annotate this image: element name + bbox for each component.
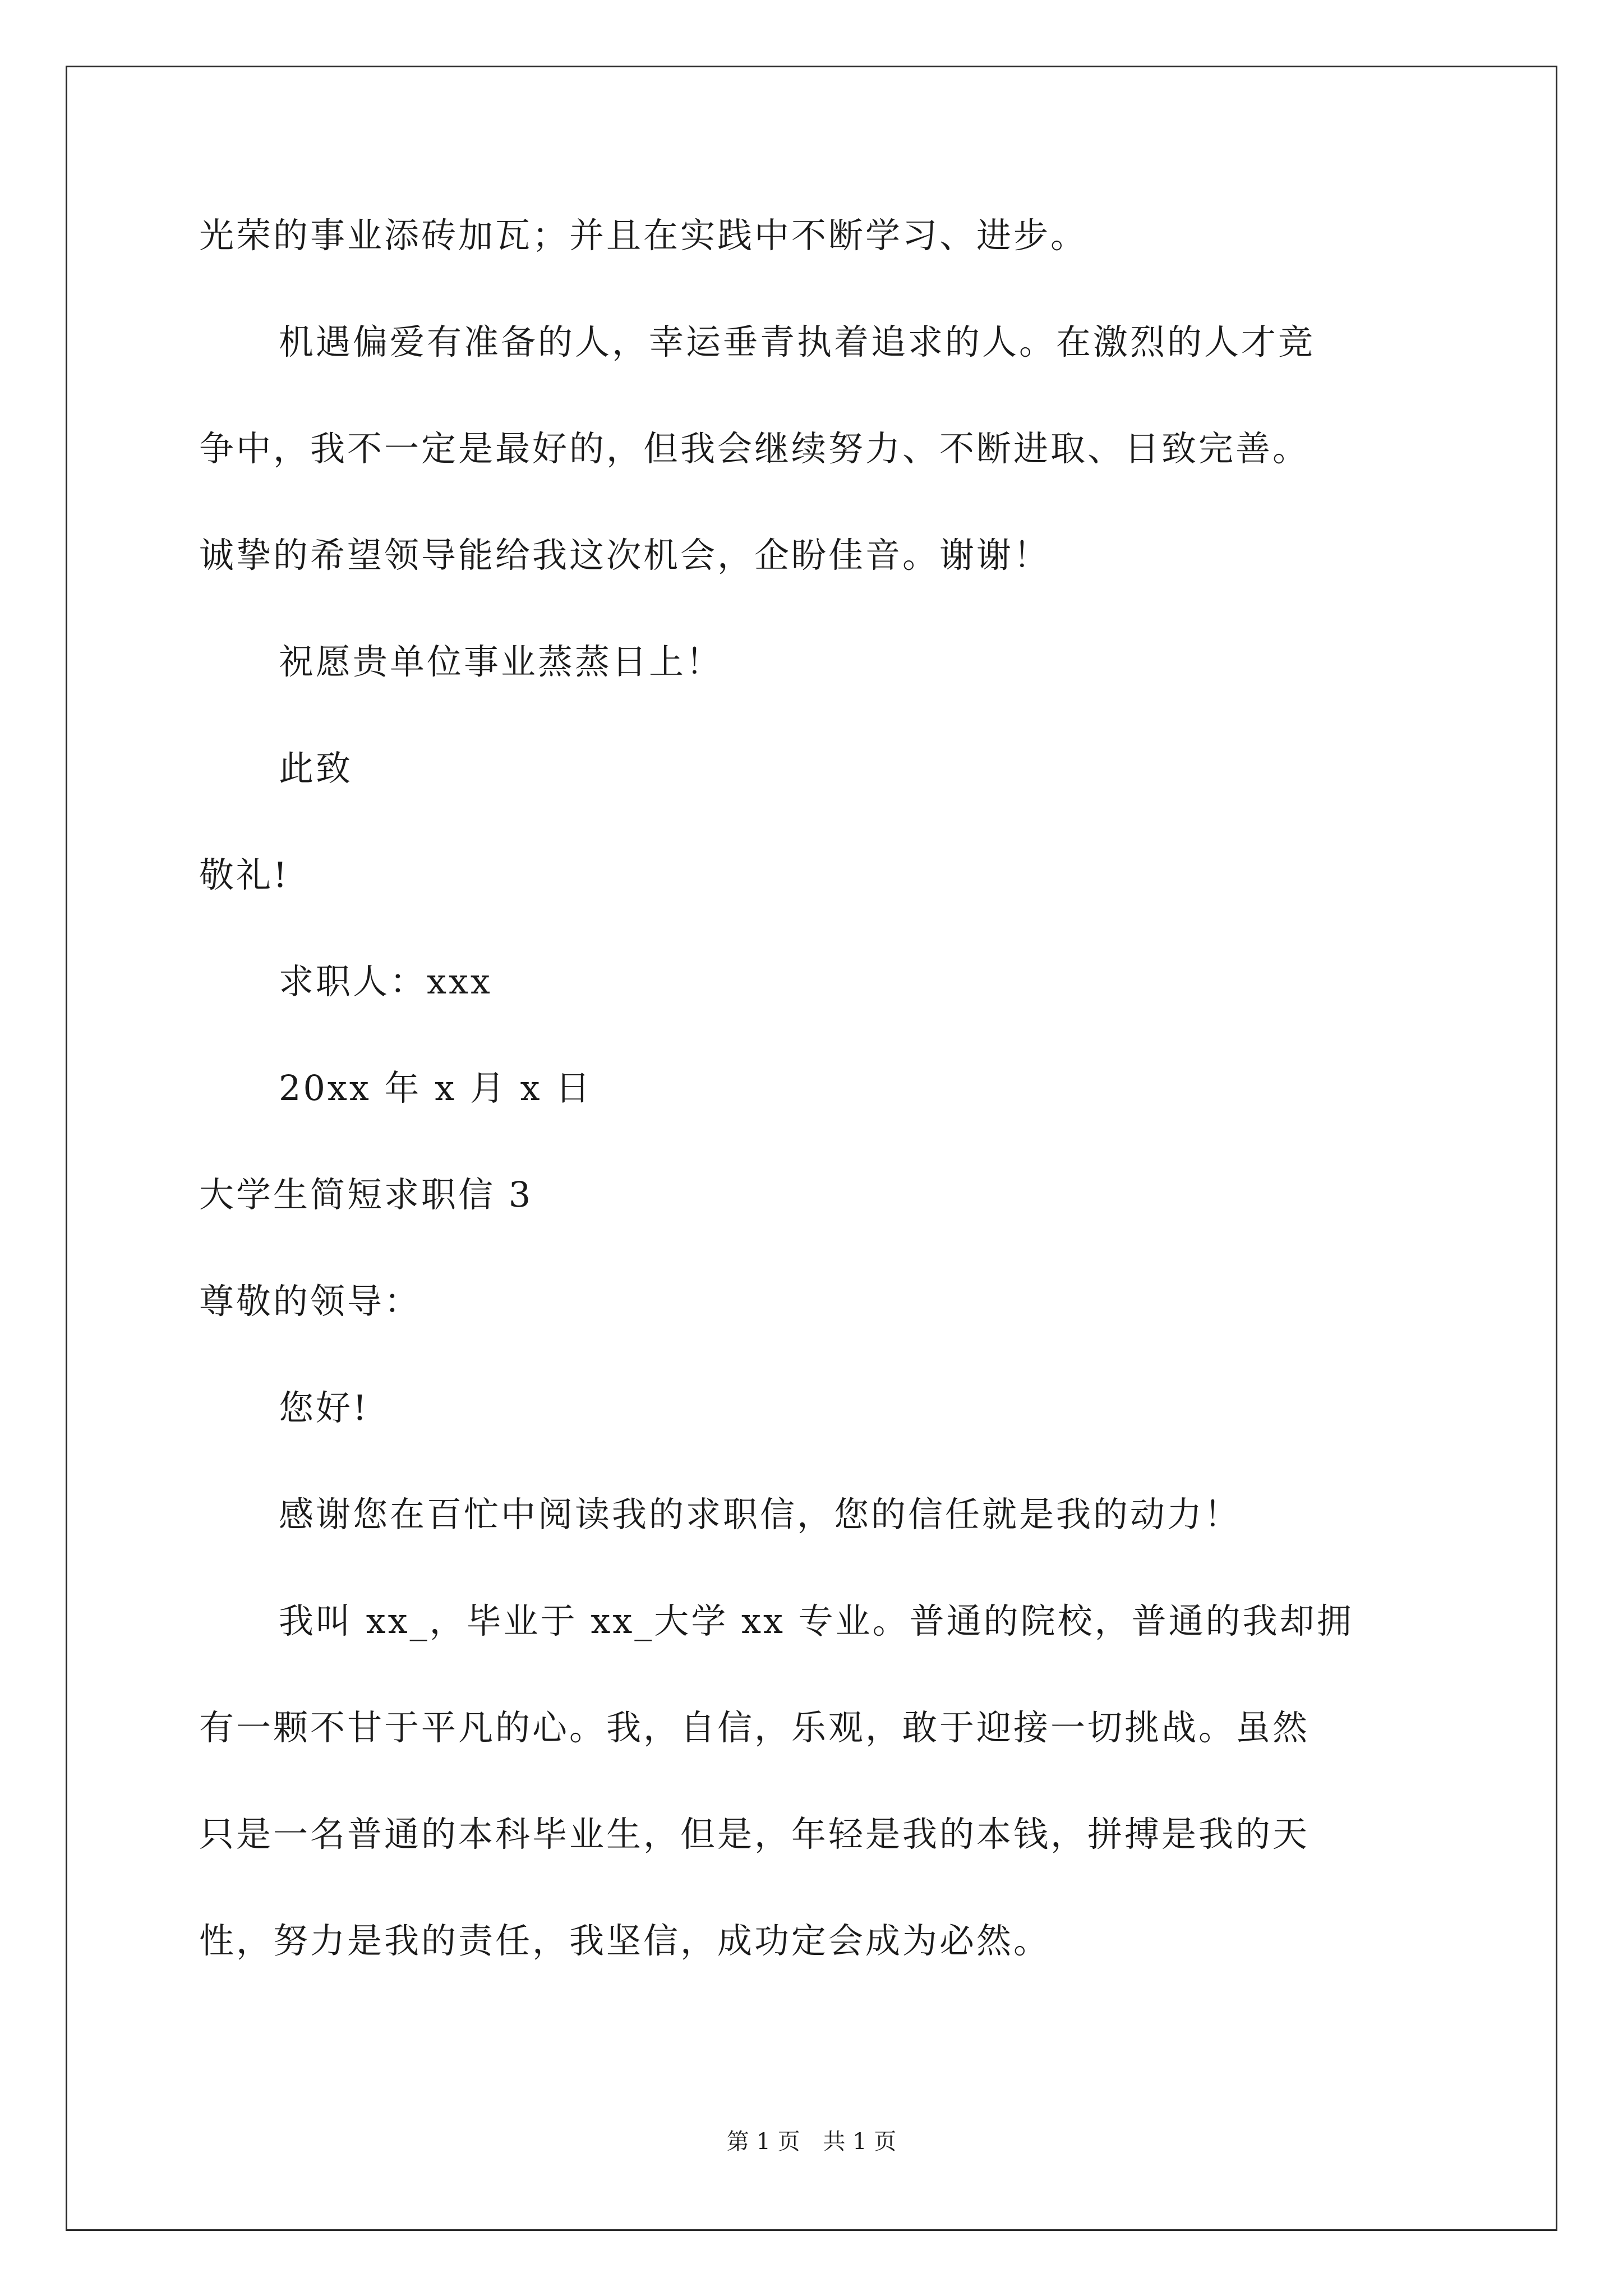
page-total: 共 1 页 (823, 2129, 897, 2155)
page-border (66, 66, 1557, 2231)
text-line-5: 祝愿贵单位事业蒸蒸日上！ (279, 641, 723, 682)
page-footer (0, 2126, 1623, 2157)
page-number: 第 1 页 (726, 2129, 800, 2155)
text-line-13: 感谢您在百忙中阅读我的求职信，您的信任就是我的动力！ (279, 1494, 1242, 1535)
text-line-4: 诚挚的希望领导能给我这次机会，企盼佳音。谢谢！ (199, 535, 1051, 576)
text-line-8: 求职人：xxx (279, 961, 492, 1002)
text-line-3: 争中，我不一定是最好的，但我会继续努力、不断进取、日致完善。 (199, 428, 1310, 469)
text-line-15: 有一颗不甘于平凡的心。我，自信，乐观，敢于迎接一切挑战。虽然 (199, 1707, 1310, 1748)
section-heading: 大学生简短求职信 3 (199, 1174, 533, 1215)
text-line-14: 我叫 xx_，毕业于 xx_大学 xx 专业。普通的院校，普通的我却拥 (279, 1600, 1354, 1641)
text-line-1: 光荣的事业添砖加瓦；并且在实践中不断学习、进步。 (199, 215, 1088, 256)
text-line-17: 性，努力是我的责任，我坚信，成功定会成为必然。 (199, 1920, 1051, 1961)
text-line-12: 您好! (279, 1387, 369, 1428)
text-line-11: 尊敬的领导： (199, 1281, 422, 1322)
text-line-2: 机遇偏爱有准备的人，幸运垂青执着追求的人。在激烈的人才竞 (279, 321, 1316, 362)
text-line-7: 敬礼! (199, 854, 289, 895)
text-line-6: 此致 (279, 748, 353, 789)
text-line-16: 只是一名普通的本科毕业生，但是，年轻是我的本钱，拼搏是我的天 (199, 1814, 1310, 1855)
text-line-9: 20xx 年 x 月 x 日 (279, 1068, 593, 1108)
